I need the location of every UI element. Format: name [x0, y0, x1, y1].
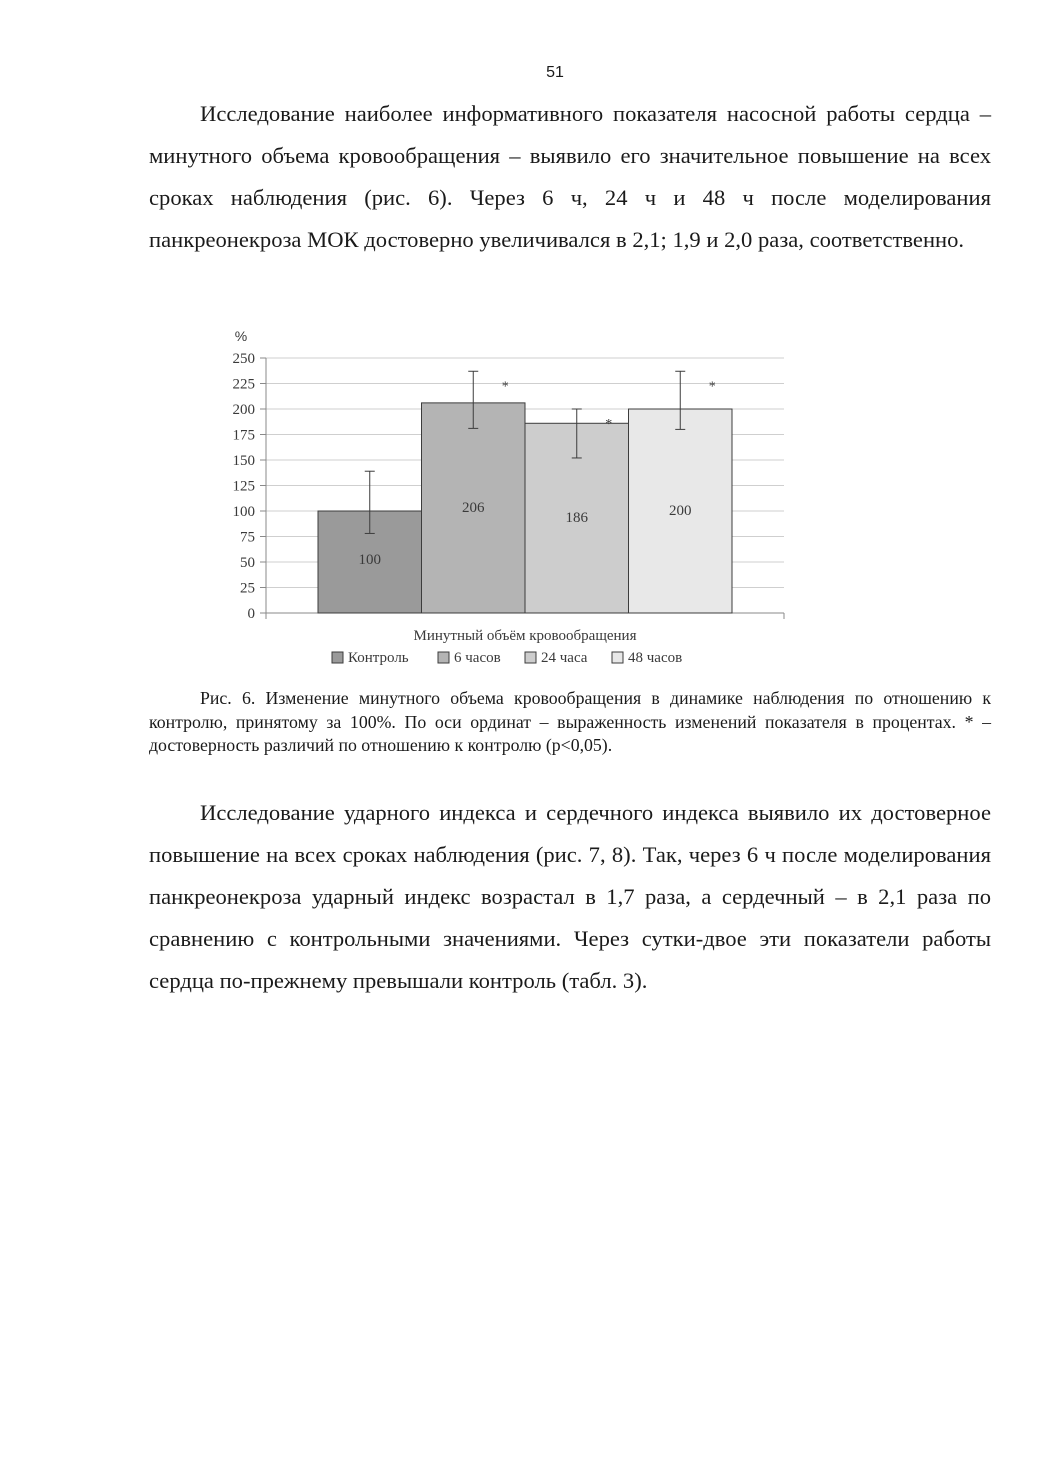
x-axis-title: Минутный объём кровообращения: [413, 628, 637, 644]
figure-caption: Рис. 6. Изменение минутного объема кровообращения в динамике наблюдения по отношению к контролю, принятому за 100%. По оси ординат – выраженность изменений показателя в процентах. * – достоверность различий по отношению к контролю (p<0,05).: [149, 688, 991, 755]
y-axis-title: %: [234, 328, 248, 344]
legend-swatch: [332, 652, 343, 663]
legend-swatch: [612, 652, 623, 663]
data-label: 206: [462, 500, 485, 517]
y-tick-label: 250: [232, 351, 255, 367]
legend-label: Контроль: [348, 650, 409, 666]
legend-label: 24 часа: [541, 650, 588, 666]
bar-chart: [0, 320, 1039, 680]
legend-swatch: [438, 652, 449, 663]
y-tick-label: 200: [232, 402, 255, 418]
significance-mark: *: [708, 379, 716, 395]
legend-label: 48 часов: [628, 650, 683, 666]
data-label: 186: [565, 509, 588, 526]
y-tick-label: 175: [232, 427, 255, 444]
y-tick-label: 50: [240, 555, 255, 571]
y-tick-label: 150: [232, 453, 255, 469]
page-number: 51: [546, 64, 564, 81]
y-tick-label: 75: [240, 529, 255, 546]
y-tick-label: 25: [240, 580, 255, 597]
significance-mark: *: [501, 379, 509, 395]
data-label: 200: [669, 503, 692, 520]
y-tick-label: 125: [232, 478, 255, 495]
legend: [332, 650, 682, 666]
y-tick-label: 225: [232, 376, 255, 393]
y-tick-label: 100: [232, 504, 255, 520]
legend-label: 6 часов: [454, 650, 501, 666]
y-tick-label: 0: [247, 606, 255, 622]
legend-swatch: [525, 652, 536, 663]
significance-mark: *: [605, 417, 613, 432]
paragraph-2: Исследование ударного индекса и сердечного индекса выявило их достоверное повышение на всех сроках наблюдения (рис. 7, 8). Так, через 6 ч после моделирования панкреонекроза ударный индекс возрастал в 1,7 раза, а сердечный – в 2,1 раза по сравнению с контрольными значениями. Через сутки-двое эти показатели работы сердца по-прежнему превышали контроль (табл. 3).: [149, 800, 991, 993]
paragraph-1: Исследование наиболее информативного показателя насосной работы сердца – минутного объема кровообращения – выявило его значительное повышение на всех сроках наблюдения (рис. 6). Через 6 ч, 24 ч и 48 ч после моделирования панкреонекроза МОК достоверно увеличивался в 2,1; 1,9 и 2,0 раза, соответственно.: [149, 101, 991, 252]
data-label: 100: [358, 552, 381, 569]
figure-6: [0, 320, 1039, 680]
